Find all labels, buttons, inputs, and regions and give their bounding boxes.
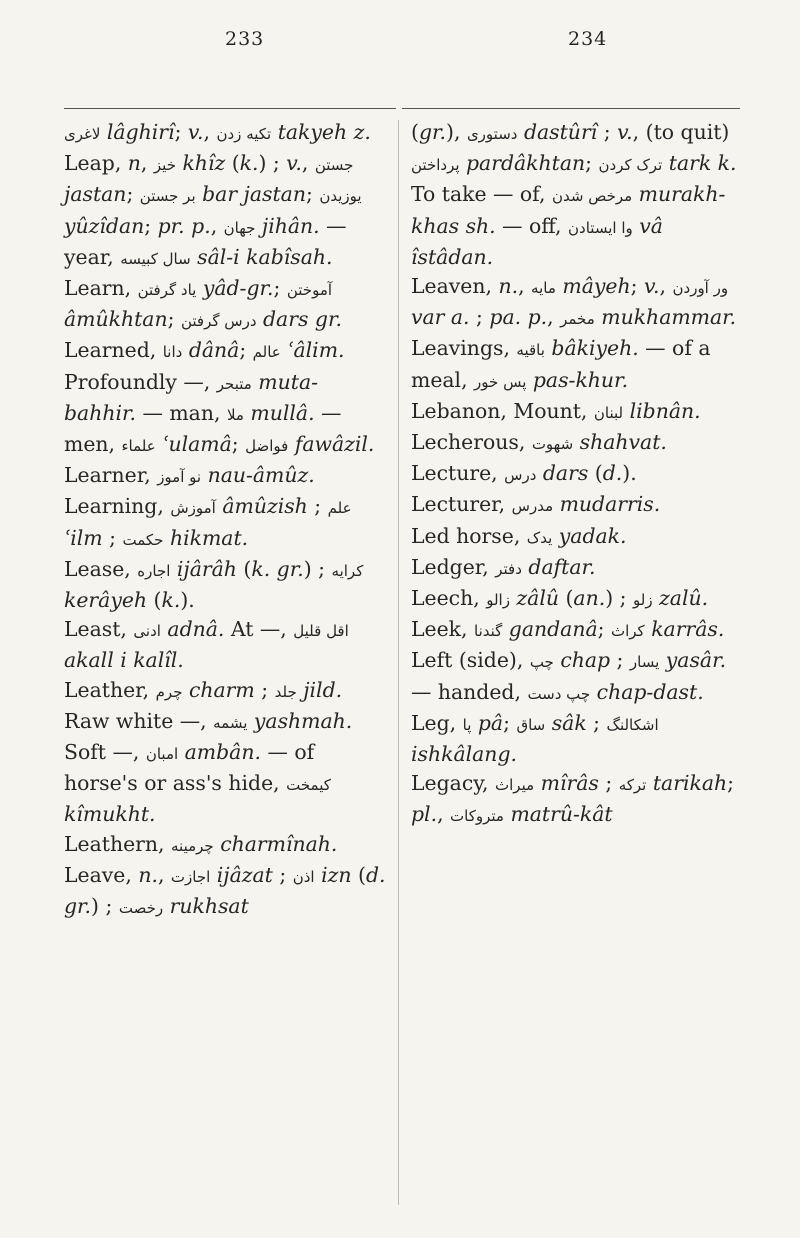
entry-text: Lease, bbox=[64, 556, 138, 581]
persian-word: علماء bbox=[121, 437, 156, 456]
page-number-right: 234 bbox=[568, 28, 608, 50]
entry-text: ; bbox=[102, 525, 123, 550]
transliteration: chap bbox=[560, 648, 611, 673]
transliteration: jild. bbox=[303, 677, 343, 702]
persian-word: ساق bbox=[516, 715, 546, 734]
transliteration: ʿilm bbox=[64, 525, 103, 550]
entry-text: ( bbox=[558, 586, 574, 611]
entry-text: Least, bbox=[64, 617, 134, 642]
dictionary-entry bbox=[64, 492, 389, 554]
transliteration: shahvat. bbox=[579, 430, 667, 455]
persian-word: شهوت bbox=[531, 435, 574, 454]
transliteration: akall i kalîl. bbox=[64, 648, 184, 673]
dictionary-entry bbox=[64, 461, 389, 492]
persian-word: چپ bbox=[529, 653, 554, 672]
entry-text: ( bbox=[225, 151, 240, 176]
transliteration: ambân. bbox=[184, 740, 261, 765]
persian-word: زالو bbox=[486, 591, 510, 610]
entry-text: Profoundly —, bbox=[64, 369, 217, 394]
persian-word: مرخص شدن bbox=[551, 187, 633, 206]
entry-text: ; bbox=[307, 494, 328, 519]
entry-text: Learn, bbox=[64, 276, 138, 301]
persian-word: رخصت bbox=[118, 899, 164, 918]
dictionary-entry bbox=[411, 522, 740, 553]
transliteration: zâlû bbox=[516, 586, 559, 611]
persian-word: وا ایستادن bbox=[568, 218, 633, 237]
entry-text: Lecturer, bbox=[411, 492, 512, 517]
transliteration: pâ bbox=[477, 710, 504, 735]
dictionary-entry bbox=[411, 584, 740, 615]
page-number-left: 233 bbox=[225, 28, 265, 50]
persian-word: یسار bbox=[629, 653, 660, 672]
entry-text: — off, bbox=[495, 213, 569, 238]
transliteration: takyeh z. bbox=[277, 120, 371, 144]
transliteration: d. gr. bbox=[64, 862, 386, 919]
transliteration: pas-khur. bbox=[532, 367, 629, 392]
persian-word: ادنی bbox=[133, 622, 161, 641]
persian-word: یشمه bbox=[213, 713, 248, 732]
transliteration: v. bbox=[617, 120, 633, 144]
right-column bbox=[411, 118, 740, 832]
entry-text: ) ; bbox=[91, 894, 119, 919]
transliteration: murakh-khas sh. bbox=[411, 182, 726, 238]
persian-word: چرمینه bbox=[171, 836, 214, 855]
dictionary-entry bbox=[411, 459, 740, 490]
transliteration: v. bbox=[286, 151, 302, 176]
persian-word: لاغری bbox=[64, 125, 101, 143]
entry-text: Leave, bbox=[64, 862, 139, 887]
entry-text: ; bbox=[239, 338, 253, 363]
transliteration: mudarris. bbox=[559, 492, 661, 517]
entry-text: Leech, bbox=[411, 586, 487, 611]
transliteration: ʿulamâ bbox=[162, 432, 232, 457]
dictionary-entry bbox=[411, 272, 740, 334]
transliteration: n. bbox=[138, 862, 158, 887]
entry-text: — year, bbox=[64, 213, 347, 269]
persian-word: لبنان bbox=[593, 403, 624, 422]
transliteration: ʿâlim. bbox=[287, 338, 345, 363]
transliteration: d. bbox=[602, 461, 623, 486]
entry-text: ; bbox=[503, 710, 517, 735]
entry-text: Raw white —, bbox=[64, 708, 214, 733]
persian-word: زلو bbox=[633, 591, 653, 610]
transliteration: jihân. bbox=[261, 213, 320, 238]
transliteration: sâl-i kabîsah. bbox=[197, 244, 333, 269]
transliteration: yûzîdan bbox=[64, 213, 145, 238]
entry-text: ) ; bbox=[605, 586, 633, 611]
transliteration: charmînah. bbox=[220, 831, 338, 856]
transliteration: rukhsat bbox=[169, 894, 249, 919]
entry-text: , bbox=[301, 151, 315, 176]
persian-word: جستن bbox=[314, 156, 354, 175]
persian-word: بر جستن bbox=[139, 187, 196, 206]
entry-text: Leg, bbox=[411, 710, 463, 735]
entry-text: , bbox=[659, 274, 673, 299]
transliteration: izn bbox=[321, 862, 352, 887]
transliteration: jastan bbox=[64, 182, 127, 207]
dictionary-entry bbox=[411, 397, 740, 428]
transliteration: k. gr. bbox=[251, 556, 304, 581]
persian-word: درس گرفتن bbox=[180, 312, 257, 331]
persian-word: ور آوردن bbox=[672, 279, 729, 298]
transliteration: tarikah bbox=[652, 771, 728, 796]
dictionary-entry bbox=[64, 615, 389, 675]
persian-word: پا bbox=[462, 715, 472, 734]
entry-text: ; bbox=[727, 771, 734, 796]
transliteration: v. bbox=[643, 274, 660, 299]
dictionary-entry bbox=[64, 274, 389, 336]
dictionary-entry bbox=[411, 646, 740, 708]
entry-text: ; bbox=[597, 617, 611, 642]
persian-word: اذن bbox=[292, 867, 315, 886]
dictionary-entry bbox=[411, 769, 740, 831]
transliteration: ijâzat bbox=[216, 862, 273, 887]
transliteration: n bbox=[127, 151, 141, 176]
entry-text: , bbox=[140, 151, 154, 176]
transliteration: v. bbox=[187, 120, 204, 144]
entry-text: — handed, bbox=[411, 679, 528, 704]
persian-word: آموزش bbox=[170, 499, 216, 518]
entry-text: ; bbox=[598, 771, 619, 796]
entry-text: Leaven, bbox=[411, 274, 499, 299]
entry-text: ; bbox=[254, 677, 275, 702]
transliteration: n. bbox=[498, 274, 519, 299]
entry-text: ) ; bbox=[258, 151, 287, 176]
persian-word: امبان bbox=[145, 745, 179, 764]
entry-text: ( bbox=[351, 862, 366, 887]
transliteration: karrâs. bbox=[651, 617, 725, 642]
transliteration: dars gr. bbox=[263, 307, 342, 332]
persian-word: گندنا bbox=[474, 622, 503, 641]
entry-text: ). bbox=[180, 588, 195, 613]
transliteration: pardâkhtan bbox=[466, 151, 586, 176]
entry-text: ; bbox=[305, 182, 320, 207]
entry-text: Soft —, bbox=[64, 740, 146, 765]
transliteration: yasâr. bbox=[665, 648, 727, 673]
transliteration: gandanâ bbox=[508, 617, 598, 642]
transliteration: nau-âmûz. bbox=[207, 463, 315, 488]
transliteration: var a. bbox=[411, 305, 470, 330]
entry-text: ; bbox=[167, 307, 181, 332]
entry-text: Leek, bbox=[411, 617, 474, 642]
entry-text: ; bbox=[469, 305, 490, 330]
persian-word: نو آموز bbox=[157, 468, 202, 487]
persian-word: پرداختن bbox=[411, 156, 460, 175]
persian-word: اقل قلیل bbox=[293, 622, 349, 641]
persian-word: سال کبیسه bbox=[120, 249, 191, 268]
entry-text: Left (side), bbox=[411, 648, 530, 673]
entry-text: Leavings, bbox=[411, 336, 517, 361]
transliteration: âmûzish bbox=[222, 494, 308, 519]
dictionary-entry bbox=[64, 336, 389, 461]
entry-text: ; bbox=[630, 274, 644, 299]
transliteration: charm bbox=[188, 677, 255, 702]
entry-text: Ledger, bbox=[411, 554, 496, 579]
transliteration: k. bbox=[239, 151, 259, 176]
entry-text: , bbox=[157, 862, 171, 887]
entry-text: ; bbox=[273, 276, 287, 301]
persian-word: دانا bbox=[162, 343, 183, 362]
transliteration: k. bbox=[161, 588, 181, 613]
entry-text: ), bbox=[446, 120, 467, 144]
transliteration: pl. bbox=[411, 802, 438, 827]
dictionary-entry bbox=[64, 149, 389, 274]
entry-text: — man, bbox=[135, 400, 227, 425]
transliteration: khîz bbox=[182, 151, 226, 176]
dictionary-entry bbox=[64, 861, 389, 923]
entry-text: To take — of, bbox=[411, 182, 552, 207]
persian-word: جهان bbox=[223, 218, 256, 237]
persian-word: اجاره bbox=[137, 561, 171, 580]
transliteration: chap-dast. bbox=[596, 679, 704, 704]
persian-word: مایه bbox=[531, 279, 556, 298]
persian-word: مدرس bbox=[511, 497, 554, 516]
transliteration: mâyeh bbox=[562, 274, 631, 299]
persian-word: یاد گرفتن bbox=[137, 281, 197, 300]
column-divider bbox=[398, 120, 399, 1205]
entry-text: Legacy, bbox=[411, 771, 496, 796]
transliteration: ijârâh bbox=[176, 556, 237, 581]
transliteration: mukhammar. bbox=[601, 305, 737, 330]
transliteration: âmûkhtan bbox=[64, 307, 168, 332]
entry-text: Leap, bbox=[64, 151, 128, 176]
entry-text: — men, bbox=[64, 400, 342, 457]
persian-word: کیمخت bbox=[286, 776, 331, 795]
entry-text: Leathern, bbox=[64, 831, 172, 856]
entry-text: Lebanon, Mount, bbox=[411, 398, 594, 423]
persian-word: علم bbox=[327, 499, 352, 518]
persian-word: آموختن bbox=[286, 281, 333, 300]
persian-word: چپ دست bbox=[527, 684, 591, 703]
persian-word: دستوری bbox=[466, 125, 518, 143]
dictionary-entry bbox=[411, 615, 740, 646]
persian-word: پس خور bbox=[474, 372, 527, 391]
entry-text: Learned, bbox=[64, 338, 163, 363]
transliteration: yashmah. bbox=[253, 708, 353, 733]
transliteration: yâd-gr. bbox=[202, 276, 274, 301]
persian-word: ترکه bbox=[618, 776, 647, 795]
transliteration: kîmukht. bbox=[64, 802, 156, 827]
entry-text: ; bbox=[126, 182, 140, 207]
dictionary-entry bbox=[64, 676, 389, 830]
transliteration: adnâ. bbox=[167, 617, 225, 642]
persian-word: باقیه bbox=[516, 341, 545, 360]
persian-word: اجازت bbox=[170, 867, 211, 886]
entry-text: ; bbox=[272, 862, 293, 887]
entry-text: , (to quit) bbox=[632, 120, 730, 144]
entry-text: ( bbox=[147, 588, 162, 613]
entry-text: , bbox=[203, 120, 217, 144]
persian-word: درس bbox=[504, 466, 537, 485]
header-rule-right bbox=[402, 108, 740, 109]
persian-word: دفتر bbox=[495, 559, 522, 578]
persian-word: یدک bbox=[526, 528, 553, 547]
entry-text: , bbox=[518, 274, 532, 299]
persian-word: یوزیدن bbox=[319, 187, 362, 206]
entry-text: ( bbox=[588, 461, 603, 486]
entry-text: ; bbox=[144, 213, 158, 238]
persian-word: تکیه زدن bbox=[216, 125, 272, 143]
entry-text: ; bbox=[586, 710, 607, 735]
entry-text: Learning, bbox=[64, 494, 171, 519]
persian-word: چرم bbox=[155, 682, 183, 701]
dictionary-entry bbox=[64, 118, 389, 149]
transliteration: ishkâlang. bbox=[411, 742, 517, 767]
entry-text: ; bbox=[585, 151, 599, 176]
transliteration: yadak. bbox=[558, 523, 627, 548]
entry-text: Lecherous, bbox=[411, 430, 532, 455]
entry-text: ; bbox=[597, 120, 618, 144]
transliteration: daftar. bbox=[528, 554, 596, 579]
transliteration: libnân. bbox=[629, 398, 701, 423]
entry-text: , bbox=[547, 305, 561, 330]
transliteration: hikmat. bbox=[169, 525, 249, 550]
dictionary-entry bbox=[64, 555, 389, 615]
persian-word: جلد bbox=[274, 682, 297, 701]
entry-text: ) ; bbox=[303, 556, 332, 581]
entry-text: Learner, bbox=[64, 463, 158, 488]
entry-text: ; bbox=[174, 120, 188, 144]
entry-text: , bbox=[437, 802, 451, 827]
persian-word: حکمت bbox=[122, 530, 164, 549]
left-column bbox=[64, 118, 389, 923]
persian-word: ترک کردن bbox=[598, 156, 663, 175]
transliteration: dastûrî bbox=[523, 120, 598, 144]
dictionary-entry bbox=[411, 709, 740, 769]
transliteration: bar jastan bbox=[202, 182, 306, 207]
persian-word: میراث bbox=[495, 776, 535, 795]
persian-word: ملا bbox=[226, 405, 244, 424]
transliteration: pa. p. bbox=[489, 305, 548, 330]
entry-text: ). bbox=[622, 461, 637, 486]
transliteration: fawâzil. bbox=[294, 432, 375, 457]
transliteration: dars bbox=[542, 461, 589, 486]
transliteration: dânâ bbox=[188, 338, 240, 363]
entry-text: Led horse, bbox=[411, 523, 527, 548]
transliteration: mullâ. bbox=[250, 400, 315, 425]
transliteration: tark k. bbox=[668, 151, 737, 176]
transliteration: bâkiyeh. bbox=[551, 336, 639, 361]
persian-word: عالم bbox=[252, 343, 281, 362]
dictionary-entry bbox=[411, 428, 740, 459]
entry-text: , bbox=[210, 213, 224, 238]
dictionary-entry bbox=[411, 553, 740, 584]
entry-text: Lecture, bbox=[411, 461, 505, 486]
transliteration: an. bbox=[573, 586, 606, 611]
dictionary-entry bbox=[411, 334, 740, 396]
entry-text: ; bbox=[231, 432, 246, 457]
transliteration: zalû. bbox=[659, 586, 709, 611]
persian-word: اشکالنگ bbox=[606, 715, 659, 734]
transliteration: sâk bbox=[551, 710, 587, 735]
entry-text: ( bbox=[411, 120, 419, 144]
entry-text: — of horse's or ass's hide, bbox=[64, 740, 315, 796]
transliteration: pr. p. bbox=[157, 213, 211, 238]
transliteration: matrû-kât bbox=[510, 802, 613, 827]
entry-text: Leather, bbox=[64, 677, 156, 702]
persian-word: مخمر bbox=[560, 310, 595, 329]
transliteration: mîrâs bbox=[540, 771, 599, 796]
dictionary-entry bbox=[64, 830, 389, 861]
persian-word: فواضل bbox=[245, 437, 289, 456]
transliteration: kerâyeh bbox=[64, 588, 148, 613]
entry-text: At —, bbox=[224, 617, 294, 642]
persian-word: خیز bbox=[153, 156, 176, 175]
transliteration: vâ îstâdan. bbox=[411, 213, 663, 269]
dictionary-entry bbox=[411, 490, 740, 521]
header-rule-left bbox=[64, 108, 396, 109]
persian-word: متبحر bbox=[216, 374, 252, 393]
entry-text: ( bbox=[236, 556, 252, 581]
entry-text: ; bbox=[610, 648, 630, 673]
dictionary-entry bbox=[411, 118, 740, 272]
persian-word: متروکات bbox=[450, 807, 504, 826]
transliteration: muta-bahhir. bbox=[64, 369, 319, 425]
persian-word: کراث bbox=[610, 622, 645, 641]
transliteration: lâghirî bbox=[106, 120, 175, 144]
transliteration: gr. bbox=[418, 120, 447, 144]
entry-text: — of a meal, bbox=[411, 336, 711, 392]
persian-word: کرایه bbox=[331, 561, 364, 580]
